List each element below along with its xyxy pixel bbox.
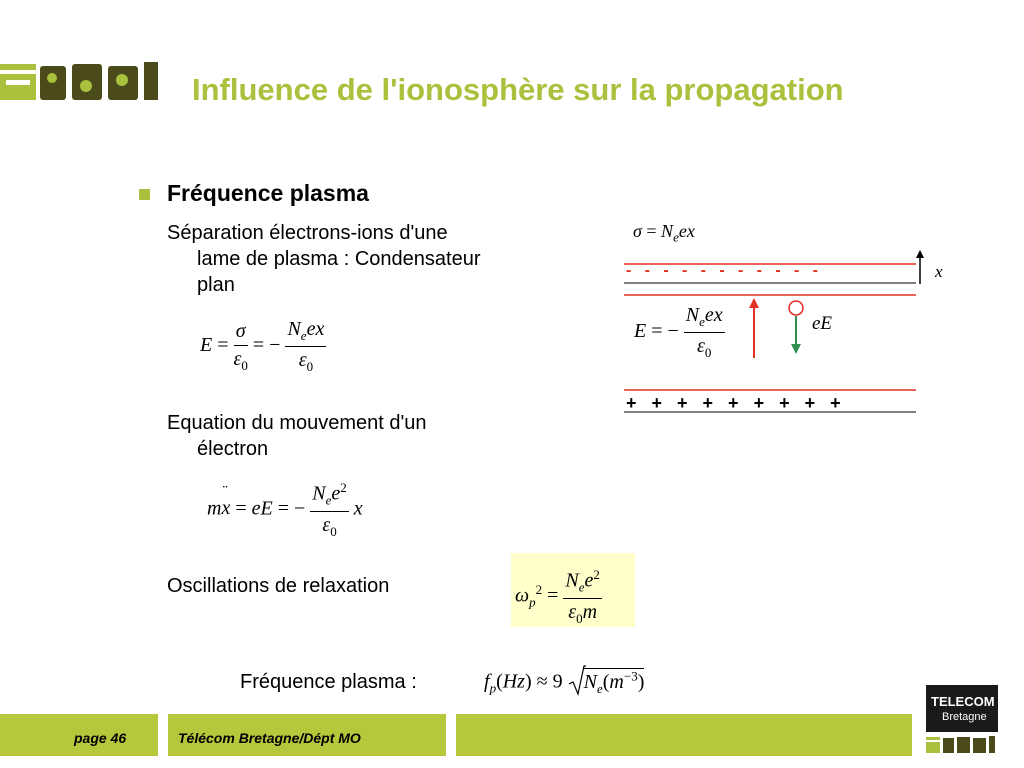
- para-motion-line2: électron: [197, 438, 269, 460]
- footer-org: Télécom Bretagne/Dépt MO: [178, 730, 361, 746]
- bullet-square-icon: [139, 189, 150, 200]
- freq-plasma-label: Fréquence plasma :: [240, 671, 417, 693]
- equation-motion: mx ¨ = eE = − $\frac{N_ee^2}{\varepsilon_0}$ x: [207, 480, 363, 539]
- para-motion-line1: Equation du mouvement d'un: [167, 412, 427, 434]
- x-axis-label: x: [935, 262, 943, 281]
- telecom-logo-line2: Bretagne: [942, 711, 987, 723]
- para-relaxation: Oscillations de relaxation: [167, 575, 390, 597]
- equation-field-diagram: E = − $\frac{N_eex}{\varepsilon_0}$: [634, 304, 723, 360]
- sigma-label: $\sigma = N_eex$: [633, 221, 695, 245]
- school-logo-icon: [0, 58, 170, 104]
- footer-blank-bar: [456, 714, 912, 756]
- para-separation-line1: Séparation électrons-ions d'une: [167, 222, 448, 244]
- small-school-logo-icon: [926, 735, 998, 755]
- page-number: page 46: [74, 730, 127, 746]
- equation-plasma-omega: $\omega_p^2$ = $\frac{N_ee^2}{\varepsilon_0m}$: [511, 553, 635, 627]
- equation-field: E = $\frac{\sigma}{\varepsilon_0}$ = − $\frac{N_eex}{\varepsilon_0}$: [200, 318, 325, 374]
- telecom-logo: [926, 685, 998, 732]
- slide-title: Influence de l'ionosphère sur la propagation: [192, 72, 844, 107]
- footer-page-box: [0, 714, 158, 756]
- minus-charges: - - - - - - - - - - -: [626, 262, 818, 279]
- bullet-heading: Fréquence plasma: [167, 180, 369, 206]
- equation-plasma-frequency: $f_p(Hz) \approx 9$ $N_e(m^{-3})$: [484, 668, 645, 696]
- plus-charges: + + + + + + + + +: [626, 393, 841, 413]
- telecom-logo-line1: TELECOM: [931, 694, 995, 709]
- para-separation-line2: lame de plasma : Condensateur: [197, 248, 481, 270]
- force-label: eE: [812, 313, 833, 334]
- para-separation-line3: plan: [197, 274, 235, 296]
- footer-org-box: [168, 714, 446, 756]
